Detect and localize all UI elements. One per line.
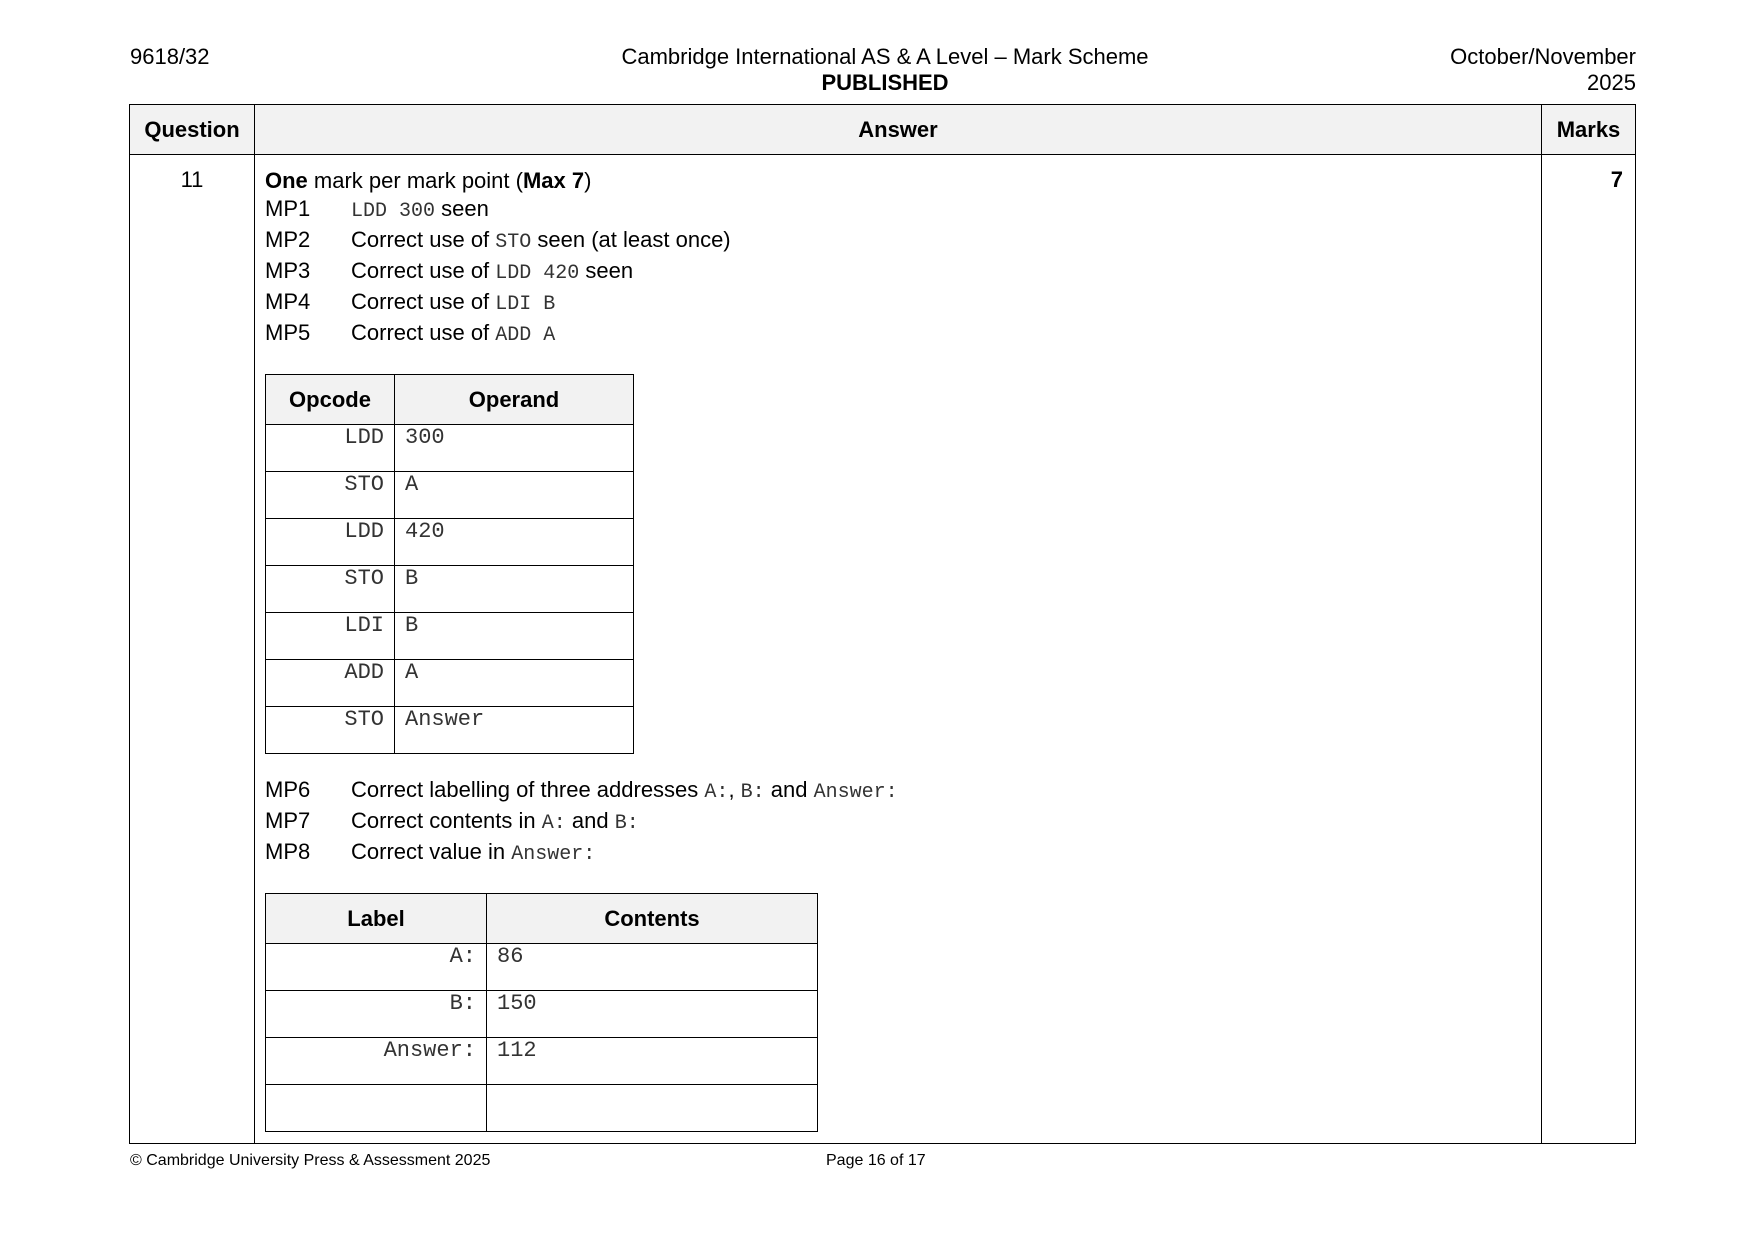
opcode-cell: ADD bbox=[266, 660, 395, 707]
mark-point-3 bbox=[265, 257, 1541, 288]
mark-point-text: and bbox=[764, 777, 814, 802]
mark-point-text: Correct value in bbox=[351, 839, 512, 864]
code-snippet: A: bbox=[541, 812, 566, 835]
operand-cell: B bbox=[395, 613, 634, 660]
marks-column-header: Marks bbox=[1542, 105, 1636, 155]
contents-cell: 150 bbox=[487, 991, 818, 1038]
opcode-cell: STO bbox=[266, 566, 395, 613]
table-row bbox=[266, 566, 634, 613]
mark-point-text: Correct use of bbox=[351, 320, 496, 345]
operand-cell: 300 bbox=[395, 425, 634, 472]
code-snippet: ADD A bbox=[495, 324, 556, 347]
mark-scheme-table bbox=[129, 104, 1636, 1144]
mark-scheme-header-row bbox=[130, 105, 1636, 155]
mark-point-label: MP8 bbox=[265, 839, 311, 864]
table-row bbox=[266, 944, 818, 991]
marking-instruction bbox=[265, 167, 1541, 195]
mark-point-text: Correct use of bbox=[351, 227, 496, 252]
question-number: 11 bbox=[130, 155, 255, 1144]
published-label: PUBLISHED bbox=[821, 70, 949, 95]
table-row bbox=[266, 991, 818, 1038]
opcode-cell: STO bbox=[266, 472, 395, 519]
code-snippet: Answer: bbox=[511, 843, 596, 866]
spacer bbox=[265, 754, 1541, 776]
contents-cell: 86 bbox=[487, 944, 818, 991]
mark-point-2 bbox=[265, 226, 1541, 257]
exam-session bbox=[1450, 44, 1636, 96]
code-snippet: LDD 300 bbox=[351, 200, 436, 223]
opcode-cell: LDI bbox=[266, 613, 395, 660]
code-snippet: A: bbox=[704, 781, 729, 804]
mark-point-label: MP4 bbox=[265, 289, 311, 314]
mark-point-text: Correct use of bbox=[351, 289, 496, 314]
table-row bbox=[266, 613, 634, 660]
mark-point-8 bbox=[265, 838, 1541, 869]
mark-point-label: MP5 bbox=[265, 320, 311, 345]
mark-point-text: and bbox=[565, 808, 615, 833]
label-contents-table bbox=[265, 893, 818, 1132]
label-cell: B: bbox=[266, 991, 487, 1038]
answer-column-header: Answer bbox=[255, 105, 1542, 155]
mark-point-text: Correct use of bbox=[351, 258, 496, 283]
opcode-table-header-row bbox=[266, 375, 634, 425]
table-row bbox=[266, 1038, 818, 1085]
opcode-header: Opcode bbox=[266, 375, 395, 425]
exam-session-year: 2025 bbox=[1587, 70, 1636, 95]
question-column-header: Question bbox=[130, 105, 255, 155]
mark-point-5 bbox=[265, 319, 1541, 350]
mark-point-label: MP3 bbox=[265, 258, 311, 283]
copyright-notice: © Cambridge University Press & Assessment 2025 bbox=[130, 1152, 491, 1169]
question-row bbox=[130, 155, 1636, 1144]
instruction-text: mark per mark point ( bbox=[307, 168, 523, 193]
contents-cell bbox=[487, 1085, 818, 1132]
paper-code: 9618/32 bbox=[130, 44, 210, 69]
document-title-block bbox=[540, 44, 1230, 96]
label-table-header-row bbox=[266, 894, 818, 944]
opcode-operand-table bbox=[265, 374, 634, 754]
table-row bbox=[266, 660, 634, 707]
operand-cell: B bbox=[395, 566, 634, 613]
operand-header: Operand bbox=[395, 375, 634, 425]
table-row bbox=[266, 519, 634, 566]
opcode-cell: LDD bbox=[266, 425, 395, 472]
exam-session-months: October/November bbox=[1450, 44, 1636, 69]
label-cell: Answer: bbox=[266, 1038, 487, 1085]
mark-point-label: MP2 bbox=[265, 227, 311, 252]
mark-point-text: Correct contents in bbox=[351, 808, 542, 833]
mark-point-text: Correct labelling of three addresses bbox=[351, 777, 705, 802]
operand-cell: Answer bbox=[395, 707, 634, 754]
mark-point-label: MP1 bbox=[265, 196, 311, 221]
instruction-close: ) bbox=[584, 168, 592, 193]
document-title: Cambridge International AS & A Level – Mark Scheme bbox=[621, 44, 1149, 69]
table-row bbox=[266, 707, 634, 754]
mark-point-label: MP7 bbox=[265, 808, 311, 833]
code-snippet: B: bbox=[614, 812, 639, 835]
label-cell: A: bbox=[266, 944, 487, 991]
instruction-bold-max: Max 7 bbox=[522, 168, 585, 193]
table-row bbox=[266, 472, 634, 519]
marks-value: 7 bbox=[1542, 155, 1636, 1144]
mark-point-6 bbox=[265, 776, 1541, 807]
mark-point-1 bbox=[265, 195, 1541, 226]
table-row bbox=[266, 1085, 818, 1132]
operand-cell: 420 bbox=[395, 519, 634, 566]
code-snippet: LDI B bbox=[495, 293, 556, 316]
mark-point-text: seen (at least once) bbox=[531, 227, 731, 252]
contents-cell: 112 bbox=[487, 1038, 818, 1085]
code-snippet: B: bbox=[740, 781, 765, 804]
operand-cell: A bbox=[395, 660, 634, 707]
code-snippet: LDD 420 bbox=[495, 262, 580, 285]
label-cell bbox=[266, 1085, 487, 1132]
code-snippet: Answer: bbox=[813, 781, 898, 804]
mark-point-7 bbox=[265, 807, 1541, 838]
opcode-cell: STO bbox=[266, 707, 395, 754]
mark-point-text: seen bbox=[579, 258, 634, 283]
opcode-cell: LDD bbox=[266, 519, 395, 566]
mark-point-text: seen bbox=[435, 196, 489, 221]
instruction-bold-one: One bbox=[265, 168, 308, 193]
code-snippet: STO bbox=[495, 231, 532, 254]
contents-header: Contents bbox=[487, 894, 818, 944]
mark-point-4 bbox=[265, 288, 1541, 319]
operand-cell: A bbox=[395, 472, 634, 519]
page-number: Page 16 of 17 bbox=[826, 1152, 926, 1169]
mark-point-label: MP6 bbox=[265, 777, 311, 802]
label-header: Label bbox=[266, 894, 487, 944]
mark-point-text: , bbox=[728, 777, 741, 802]
answer-cell bbox=[255, 155, 1542, 1144]
table-row bbox=[266, 425, 634, 472]
